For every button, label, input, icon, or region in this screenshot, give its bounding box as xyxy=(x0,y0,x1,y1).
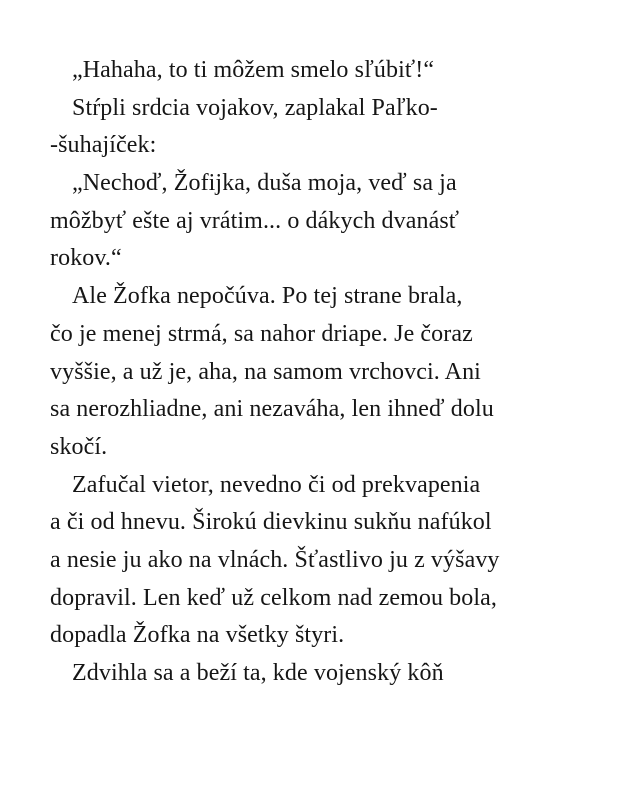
text-line: čo je menej strmá, sa nahor driape. Je čoraz xyxy=(50,320,473,347)
text-line: sa nerozhliadne, ani nezaváha, len ihneď dolu xyxy=(50,396,494,423)
text-line: -šuhajíček: xyxy=(50,132,157,159)
text-line: dopravil. Len keď už celkom nad zemou bola, xyxy=(50,584,497,611)
text-line: dopadla Žofka na všetky štyri. xyxy=(50,622,345,649)
text-line: Ale Žofka nepočúva. Po tej strane brala, xyxy=(72,283,463,310)
text-line: rokov.“ xyxy=(50,245,122,272)
text-line: Zafučal vietor, nevedno či od prekvapenia xyxy=(72,471,481,498)
text-line: môžbyť ešte aj vrátim... o dákych dvanásť xyxy=(50,207,460,234)
text-line: a či od hnevu. Širokú dievkinu sukňu nafúkol xyxy=(50,509,492,536)
text-line: Stŕpli srdcia vojakov, zaplakal Paľko- xyxy=(72,94,438,121)
text-line: a nesie ju ako na vlnách. Šťastlivo ju z výšavy xyxy=(50,546,500,573)
text-line: „Hahaha, to ti môžem smelo sľúbiť!“ xyxy=(72,57,435,83)
story-text xyxy=(50,52,590,693)
text-line: skočí. xyxy=(50,433,108,460)
text-line: „Nechoď, Žofijka, duša moja, veď sa ja xyxy=(72,170,457,197)
text-line: Zdvihla sa a beží ta, kde vojenský kôň xyxy=(72,660,444,686)
text-line: vyššie, a už je, aha, na samom vrchovci. Ani xyxy=(50,358,481,385)
